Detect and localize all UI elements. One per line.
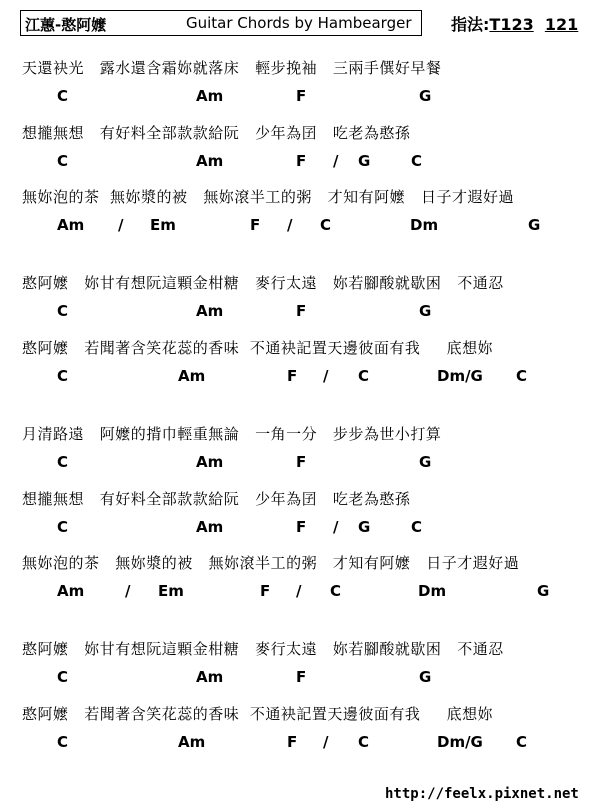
chord-separator: / (287, 216, 293, 234)
chord-credit: Guitar Chords by Hambearger (186, 14, 412, 32)
chord-label: C (358, 367, 370, 385)
chord-label: G (419, 87, 432, 105)
chord-label: F (296, 302, 307, 320)
chord-separator: / (323, 367, 329, 385)
chord-separator: / (333, 152, 339, 170)
chord-label: Am (196, 518, 224, 536)
chord-label: F (260, 582, 271, 600)
chord-label: C (57, 302, 69, 320)
chord-label: C (330, 582, 342, 600)
fingering-pattern (451, 12, 578, 35)
fingering-label: 指法: (451, 15, 490, 34)
lyric-line: 想攏無想 有好料全部款款給阮 少年為囝 吃老為憨孫 (22, 490, 411, 508)
chord-label: C (320, 216, 332, 234)
chord-separator: / (118, 216, 124, 234)
chord-label: C (57, 453, 69, 471)
chord-label: Am (196, 668, 224, 686)
chord-label: C (411, 518, 423, 536)
lyric-line: 憨阿嬤 若聞著含笑花蕊的香味 不通袂記置天邊彼面有我 底想妳 (22, 705, 494, 723)
lyric-line: 憨阿嬤 若聞著含笑花蕊的香味 不通袂記置天邊彼面有我 底想妳 (22, 339, 494, 357)
chord-label: C (57, 367, 69, 385)
lyric-line: 憨阿嬤 妳甘有想阮這顆金柑糖 麥行太遠 妳若腳酸就歇困 不通忍 (22, 274, 504, 292)
chord-label: Dm (410, 216, 439, 234)
chord-label: Am (196, 453, 224, 471)
chord-label: C (358, 733, 370, 751)
chord-label: C (411, 152, 423, 170)
chord-label: F (287, 367, 298, 385)
chord-label: Em (158, 582, 184, 600)
chord-separator: / (323, 733, 329, 751)
chord-label: G (528, 216, 541, 234)
lyric-line: 無妳泡的茶 無妳漿的被 無妳滾半工的粥 才知有阿嬤 日子才遐好過 (22, 188, 514, 206)
footer-url: http://feelx.pixnet.net (385, 786, 579, 802)
chord-label: G (419, 668, 432, 686)
lyric-line: 天還袂光 露水還含霜妳就落床 輕步挽袖 三兩手僎好早餐 (22, 59, 442, 77)
chord-label: F (287, 733, 298, 751)
song-title: 江蕙-憨阿嬤 (25, 16, 107, 34)
chord-separator: / (333, 518, 339, 536)
chord-label: G (358, 152, 371, 170)
chord-label: Am (57, 216, 85, 234)
chord-label: G (537, 582, 550, 600)
chord-label: F (296, 152, 307, 170)
chord-label: Am (196, 152, 224, 170)
chord-label: F (296, 453, 307, 471)
chord-separator: / (296, 582, 302, 600)
chord-label: F (296, 87, 307, 105)
chord-label: C (57, 518, 69, 536)
chord-label: G (419, 453, 432, 471)
chord-label: C (57, 87, 69, 105)
chord-label: Dm/G (437, 367, 483, 385)
chord-separator: / (125, 582, 131, 600)
chord-label: C (516, 733, 528, 751)
chord-label: C (57, 733, 69, 751)
chord-label: F (296, 668, 307, 686)
lyric-line: 月清路遠 阿嬤的揹巾輕重無論 一角一分 步步為世小打算 (22, 425, 442, 443)
chord-label: G (419, 302, 432, 320)
chord-label: Dm/G (437, 733, 483, 751)
title-box (20, 10, 422, 36)
chord-label: Am (178, 367, 206, 385)
chord-label: C (57, 668, 69, 686)
lyric-line: 憨阿嬤 妳甘有想阮這顆金柑糖 麥行太遠 妳若腳酸就歇困 不通忍 (22, 640, 504, 658)
lyric-line: 想攏無想 有好料全部款款給阮 少年為囝 吃老為憨孫 (22, 124, 411, 142)
chord-label: G (358, 518, 371, 536)
lyric-line: 無妳泡的茶 無妳漿的被 無妳滾半工的粥 才知有阿嬤 日子才遐好過 (22, 554, 520, 572)
chord-label: Em (150, 216, 176, 234)
chord-label: Am (196, 87, 224, 105)
pattern-b: 121 (544, 15, 579, 34)
chord-label: Am (196, 302, 224, 320)
chord-label: C (57, 152, 69, 170)
pattern-a: T123 (489, 15, 534, 34)
chord-label: Am (178, 733, 206, 751)
chord-label: F (296, 518, 307, 536)
chord-label: Dm (418, 582, 447, 600)
chord-label: Am (57, 582, 85, 600)
chord-label: C (516, 367, 528, 385)
chord-label: F (250, 216, 261, 234)
